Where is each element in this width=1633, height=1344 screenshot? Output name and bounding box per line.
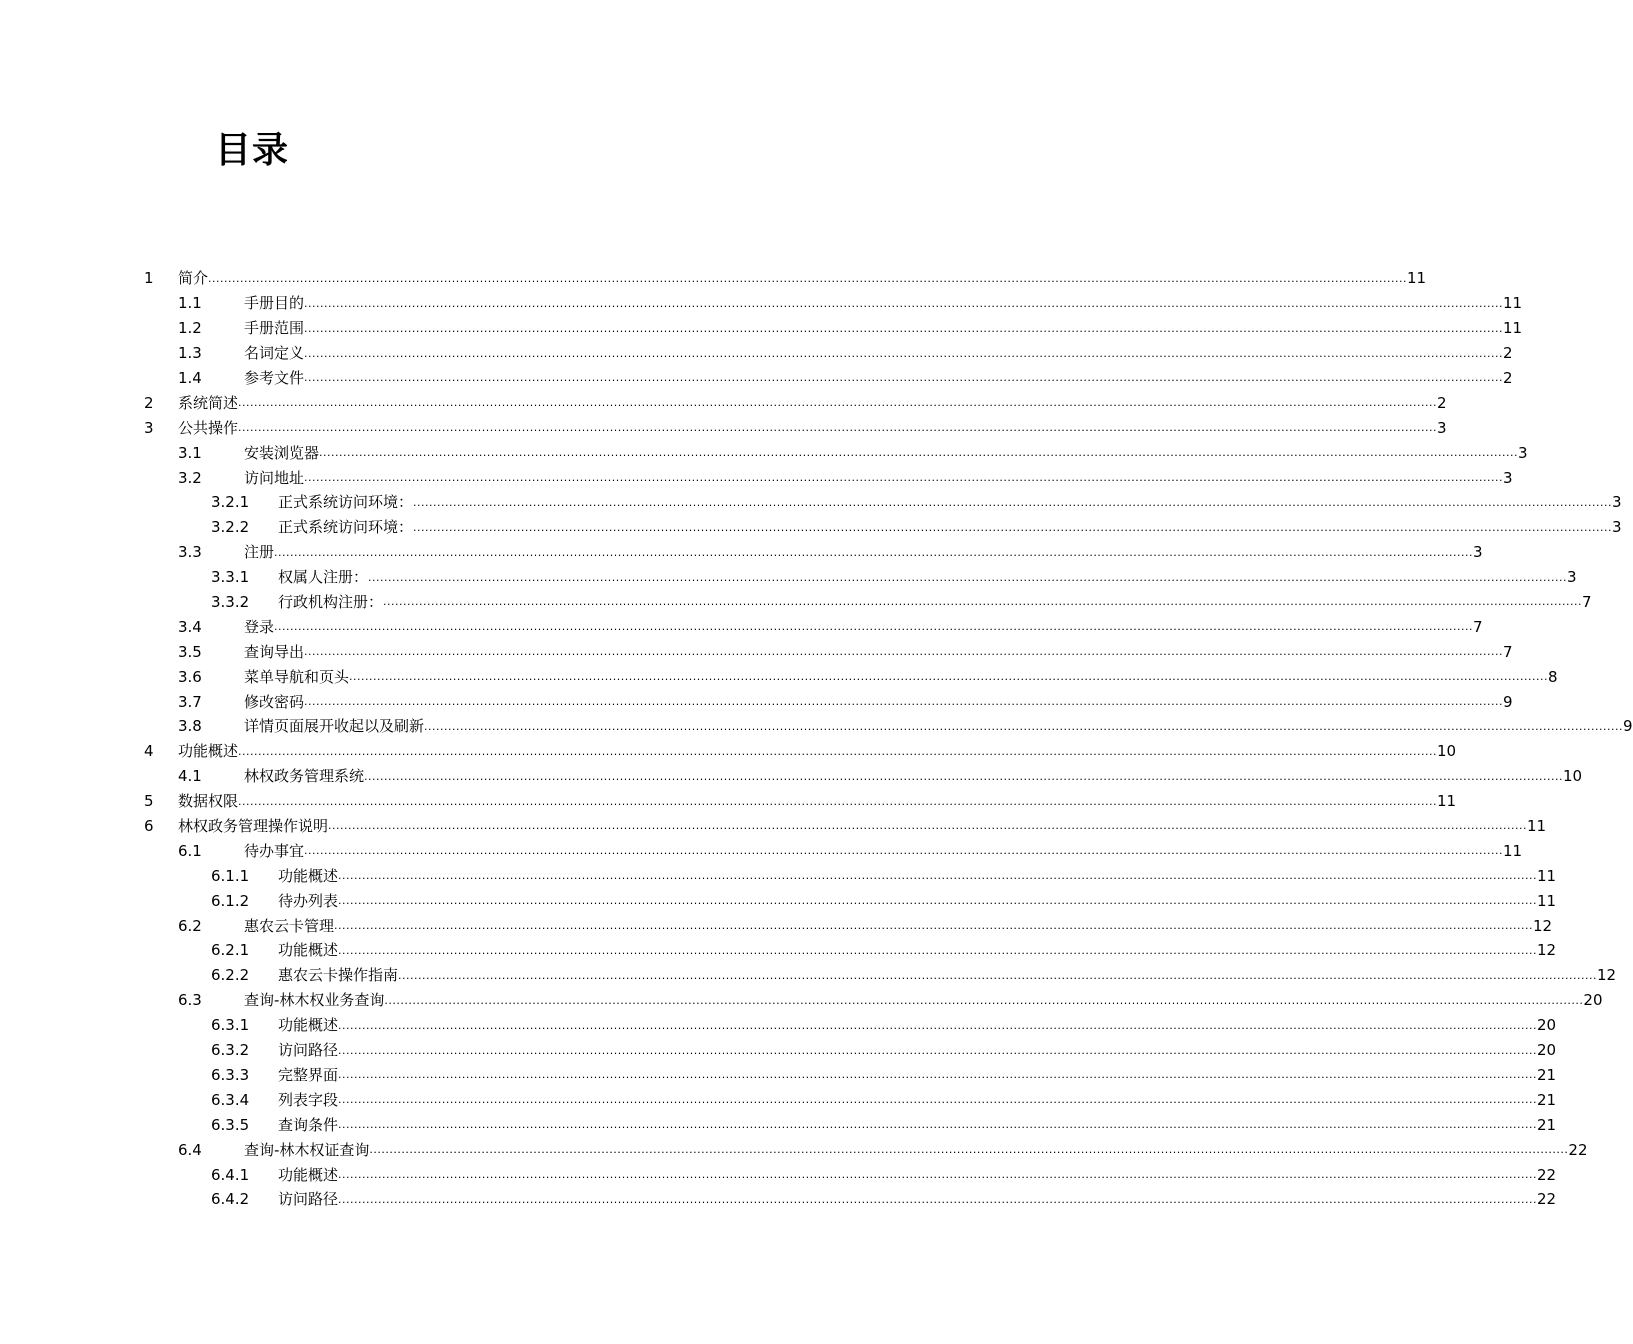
table-of-contents [144, 266, 1633, 1212]
toc-entry[interactable] [144, 863, 1557, 888]
toc-entry[interactable] [144, 664, 1558, 689]
toc-entry-page-number: 12 [1533, 916, 1553, 935]
toc-entry-page-number: 20 [1537, 1041, 1557, 1060]
toc-dot-leader: ............................................................................................................................................................................................................................................................................................................ [364, 769, 1563, 783]
toc-dot-leader: ............................................................................................................................................................................................................................................................................................................ [368, 570, 1567, 584]
toc-entry-page-number: 2 [1503, 369, 1513, 387]
toc-entry-title[interactable]: 查询导出 [244, 642, 305, 661]
toc-entry[interactable] [144, 440, 1528, 465]
toc-entry-title[interactable]: 公共操作 [178, 418, 239, 437]
toc-entry-title[interactable]: 查询-林木权证查询 [244, 1140, 370, 1159]
toc-entry-number: 2 [144, 393, 154, 412]
toc-entry-page-number: 22 [1568, 1140, 1588, 1159]
toc-entry[interactable] [144, 1162, 1557, 1187]
toc-entry[interactable] [144, 1187, 1557, 1212]
toc-entry[interactable] [144, 515, 1622, 540]
toc-dot-leader: ............................................................................................................................................................................................................................................................................................................ [274, 620, 1473, 634]
toc-entry-page-number: 9 [1503, 692, 1513, 711]
toc-entry[interactable] [144, 789, 1457, 814]
toc-entry[interactable] [144, 1013, 1557, 1038]
toc-entry-title[interactable]: 林权政务管理操作说明 [178, 817, 329, 836]
page-title: 目录 [215, 130, 290, 171]
toc-entry[interactable] [144, 614, 1483, 639]
toc-entry[interactable] [144, 838, 1523, 863]
toc-entry-number: 3.3 [178, 543, 202, 562]
toc-entry-number: 3.3.1 [211, 568, 250, 587]
toc-dot-leader: ............................................................................................................................................................................................................................................................................................................ [274, 545, 1473, 559]
toc-entry-page-number: 3 [1437, 418, 1447, 437]
toc-dot-leader: ............................................................................................................................................................................................................................................................................................................ [338, 1167, 1537, 1181]
toc-entry-page-number: 11 [1503, 841, 1523, 860]
toc-entry-number: 6.3.2 [211, 1041, 250, 1060]
toc-entry[interactable] [144, 938, 1557, 963]
toc-entry-page-number: 21 [1537, 1090, 1557, 1109]
toc-entry-page-number: 7 [1582, 593, 1592, 612]
toc-dot-leader: ............................................................................................................................................................................................................................................................................................................ [208, 271, 1407, 285]
toc-dot-leader: ............................................................................................................................................................................................................................................................................................................ [413, 520, 1612, 534]
toc-dot-leader: ............................................................................................................................................................................................................................................................................................................ [349, 670, 1548, 684]
toc-dot-leader: ............................................................................................................................................................................................................................................................................................................ [338, 869, 1537, 883]
toc-entry-title[interactable]: 查询条件 [278, 1115, 339, 1134]
toc-entry-title[interactable]: 访问地址 [244, 468, 305, 487]
toc-entry-number: 3.2.1 [211, 493, 250, 512]
toc-entry-title[interactable]: 正式系统访问环境： [278, 518, 414, 537]
toc-dot-leader: ............................................................................................................................................................................................................................................................................................................ [338, 1093, 1537, 1107]
toc-entry-title[interactable]: 列表字段 [278, 1090, 339, 1109]
toc-entry-page-number: 10 [1437, 742, 1457, 761]
toc-entry[interactable] [144, 465, 1513, 490]
toc-dot-leader: ............................................................................................................................................................................................................................................................................................................ [413, 495, 1612, 509]
toc-entry[interactable] [144, 764, 1583, 789]
toc-entry-page-number: 11 [1407, 269, 1427, 288]
toc-entry[interactable] [144, 888, 1557, 913]
toc-entry[interactable] [144, 739, 1457, 764]
toc-entry-number: 4.1 [178, 767, 202, 786]
toc-entry-number: 5 [144, 792, 154, 811]
toc-entry-title[interactable]: 功能概述 [278, 1016, 339, 1035]
toc-entry-page-number: 22 [1537, 1165, 1557, 1184]
toc-entry-number: 3.6 [178, 667, 202, 686]
toc-dot-leader: ............................................................................................................................................................................................................................................................................................................ [338, 1068, 1537, 1082]
toc-entry-title[interactable]: 简介 [178, 269, 209, 288]
toc-entry-number: 3.4 [178, 617, 202, 636]
toc-dot-leader: ............................................................................................................................................................................................................................................................................................................ [338, 943, 1537, 957]
toc-dot-leader: ............................................................................................................................................................................................................................................................................................................ [398, 968, 1597, 982]
toc-dot-leader: ............................................................................................................................................................................................................................................................................................................ [338, 1018, 1537, 1032]
toc-entry-title[interactable]: 手册目的 [244, 294, 305, 313]
toc-entry-title[interactable]: 访问路径 [278, 1190, 339, 1209]
toc-entry-number: 6.1 [178, 841, 202, 860]
toc-entry-number: 1 [144, 269, 154, 288]
toc-entry[interactable] [144, 913, 1553, 938]
toc-entry-title[interactable]: 查询-林木权业务查询 [244, 991, 385, 1010]
toc-dot-leader: ............................................................................................................................................................................................................................................................................................................ [384, 993, 1584, 1007]
toc-entry-page-number: 9 [1623, 717, 1633, 736]
toc-entry[interactable] [144, 1063, 1557, 1088]
toc-entry-page-number: 2 [1437, 393, 1447, 412]
toc-entry-title[interactable]: 名词定义 [244, 344, 305, 363]
toc-entry-number: 6.4.2 [211, 1190, 250, 1209]
toc-entry-page-number: 2 [1503, 344, 1513, 363]
toc-dot-leader: ............................................................................................................................................................................................................................................................................................................ [338, 1118, 1537, 1132]
toc-dot-leader: ............................................................................................................................................................................................................................................................................................................ [338, 894, 1537, 908]
toc-entry[interactable] [144, 415, 1447, 440]
toc-entry[interactable] [144, 963, 1617, 988]
toc-dot-leader: ............................................................................................................................................................................................................................................................................................................ [334, 919, 1533, 933]
toc-entry[interactable] [144, 814, 1547, 839]
toc-entry-page-number: 3 [1612, 518, 1622, 537]
toc-entry-page-number: 20 [1537, 1016, 1557, 1035]
toc-dot-leader: ............................................................................................................................................................................................................................................................................................................ [369, 1143, 1569, 1157]
toc-dot-leader: ............................................................................................................................................................................................................................................................................................................ [338, 1043, 1537, 1057]
toc-entry-title[interactable]: 系统简述 [178, 393, 239, 412]
toc-entry-page-number: 3 [1503, 468, 1513, 487]
toc-entry-number: 6.3 [178, 991, 202, 1010]
toc-entry[interactable] [144, 590, 1592, 615]
toc-entry[interactable] [144, 1137, 1588, 1162]
toc-entry-number: 3.7 [178, 692, 202, 711]
toc-entry-page-number: 11 [1503, 294, 1523, 313]
toc-entry[interactable] [144, 341, 1513, 366]
toc-entry-title[interactable]: 安装浏览器 [244, 443, 320, 462]
toc-entry-page-number: 22 [1537, 1190, 1557, 1209]
toc-entry[interactable] [144, 366, 1513, 391]
toc-entry-number: 3.2.2 [211, 518, 250, 537]
toc-entry-title[interactable]: 待办列表 [278, 891, 339, 910]
toc-entry-title[interactable]: 手册范围 [244, 319, 305, 338]
toc-dot-leader: ............................................................................................................................................................................................................................................................................................................ [304, 371, 1503, 385]
toc-entry-title[interactable]: 完整界面 [278, 1065, 339, 1084]
toc-entry-number: 6.1.1 [211, 866, 250, 885]
toc-entry-page-number: 12 [1597, 966, 1617, 985]
toc-entry[interactable] [144, 988, 1603, 1013]
toc-dot-leader: ............................................................................................................................................................................................................................................................................................................ [424, 719, 1623, 733]
toc-entry-number: 6.1.2 [211, 891, 250, 910]
toc-dot-leader: ............................................................................................................................................................................................................................................................................................................ [304, 645, 1503, 659]
toc-dot-leader: ............................................................................................................................................................................................................................................................................................................ [304, 695, 1503, 709]
toc-dot-leader: ............................................................................................................................................................................................................................................................................................................ [304, 844, 1503, 858]
toc-entry-page-number: 21 [1537, 1115, 1557, 1134]
toc-entry-page-number: 11 [1537, 891, 1557, 910]
toc-entry-page-number: 11 [1537, 866, 1557, 885]
toc-entry-number: 1.4 [178, 369, 202, 387]
toc-entry-title[interactable]: 修改密码 [244, 692, 305, 711]
toc-entry-number: 6.3.5 [211, 1115, 250, 1134]
toc-entry-title[interactable]: 访问路径 [278, 1041, 339, 1060]
toc-entry-title[interactable]: 登录 [244, 617, 275, 636]
toc-entry-title[interactable]: 详情页面展开收起以及刷新 [244, 717, 425, 736]
toc-entry-title[interactable]: 功能概述 [178, 742, 239, 761]
toc-dot-leader: ............................................................................................................................................................................................................................................................................................................ [383, 595, 1582, 609]
toc-entry-number: 3.1 [178, 443, 202, 462]
toc-entry[interactable] [144, 565, 1577, 590]
toc-entry-number: 3.5 [178, 642, 202, 661]
toc-entry-number: 6.2.1 [211, 941, 250, 960]
toc-entry[interactable] [144, 689, 1513, 714]
toc-entry-page-number: 3 [1612, 493, 1622, 512]
toc-entry-page-number: 21 [1537, 1065, 1557, 1084]
toc-entry-title[interactable]: 数据权限 [178, 792, 239, 811]
toc-dot-leader: ............................................................................................................................................................................................................................................................................................................ [328, 819, 1527, 833]
toc-entry[interactable] [144, 316, 1523, 341]
toc-entry-page-number: 12 [1537, 941, 1557, 960]
toc-entry-page-number: 11 [1527, 817, 1547, 836]
toc-entry-title[interactable]: 注册 [244, 543, 275, 562]
toc-dot-leader: ............................................................................................................................................................................................................................................................................................................ [238, 396, 1437, 410]
toc-entry-title[interactable]: 参考文件 [244, 369, 305, 387]
toc-entry-number: 6.4.1 [211, 1165, 250, 1184]
toc-entry-number: 3.3.2 [211, 593, 250, 612]
toc-entry[interactable] [144, 266, 1427, 291]
toc-entry-title[interactable]: 正式系统访问环境： [278, 493, 414, 512]
toc-entry-page-number: 20 [1583, 991, 1603, 1010]
toc-entry-title[interactable]: 林权政务管理系统 [244, 767, 365, 786]
toc-entry-page-number: 7 [1473, 617, 1483, 636]
toc-entry[interactable] [144, 714, 1633, 739]
toc-entry-title[interactable]: 功能概述 [278, 866, 339, 885]
toc-entry-number: 6.3.3 [211, 1065, 250, 1084]
toc-entry[interactable] [144, 639, 1513, 664]
toc-entry-title[interactable]: 待办事宜 [244, 841, 305, 860]
toc-entry-number: 3.2 [178, 468, 202, 487]
toc-entry[interactable] [144, 1038, 1557, 1063]
toc-entry-page-number: 11 [1503, 319, 1523, 338]
toc-entry-number: 1.1 [178, 294, 202, 313]
toc-entry[interactable] [144, 1112, 1557, 1137]
toc-entry-title[interactable]: 功能概述 [278, 941, 339, 960]
toc-entry-page-number: 8 [1548, 667, 1558, 686]
toc-dot-leader: ............................................................................................................................................................................................................................................................................................................ [304, 321, 1503, 335]
toc-entry-number: 6.3.4 [211, 1090, 250, 1109]
toc-entry-title[interactable]: 菜单导航和页头 [244, 667, 350, 686]
toc-dot-leader: ............................................................................................................................................................................................................................................................................................................ [304, 471, 1503, 485]
toc-entry-number: 6.4 [178, 1140, 202, 1159]
toc-entry-number: 1.3 [178, 344, 202, 363]
toc-entry[interactable] [144, 540, 1483, 565]
toc-entry-page-number: 11 [1437, 792, 1457, 811]
toc-dot-leader: ............................................................................................................................................................................................................................................................................................................ [304, 296, 1503, 310]
toc-entry-title[interactable]: 功能概述 [278, 1165, 339, 1184]
toc-entry-title[interactable]: 行政机构注册： [278, 593, 384, 612]
toc-entry-title[interactable]: 惠农云卡操作指南 [278, 966, 399, 985]
toc-entry-page-number: 3 [1473, 543, 1483, 562]
toc-dot-leader: ............................................................................................................................................................................................................................................................................................................ [319, 446, 1518, 460]
toc-entry-title[interactable]: 惠农云卡管理 [244, 916, 335, 935]
toc-entry-number: 6.2.2 [211, 966, 250, 985]
toc-entry-page-number: 3 [1518, 443, 1528, 462]
toc-entry-page-number: 7 [1503, 642, 1513, 661]
toc-entry-page-number: 10 [1563, 767, 1583, 786]
toc-entry-number: 4 [144, 742, 154, 761]
toc-entry-number: 6 [144, 817, 154, 836]
toc-entry-number: 1.2 [178, 319, 202, 338]
toc-entry[interactable] [144, 390, 1447, 415]
toc-entry[interactable] [144, 1087, 1557, 1112]
toc-entry-page-number: 3 [1567, 568, 1577, 587]
toc-dot-leader: ............................................................................................................................................................................................................................................................................................................ [304, 346, 1503, 360]
toc-entry-number: 3 [144, 418, 154, 437]
toc-dot-leader: ............................................................................................................................................................................................................................................................................................................ [238, 794, 1437, 808]
toc-entry-number: 6.2 [178, 916, 202, 935]
toc-dot-leader: ............................................................................................................................................................................................................................................................................................................ [238, 421, 1437, 435]
toc-dot-leader: ............................................................................................................................................................................................................................................................................................................ [238, 744, 1437, 758]
toc-entry-number: 6.3.1 [211, 1016, 250, 1035]
toc-entry[interactable] [144, 490, 1622, 515]
toc-entry-title[interactable]: 权属人注册： [278, 568, 369, 587]
toc-dot-leader: ............................................................................................................................................................................................................................................................................................................ [338, 1192, 1537, 1206]
toc-entry[interactable] [144, 291, 1523, 316]
toc-entry-number: 3.8 [178, 717, 202, 736]
